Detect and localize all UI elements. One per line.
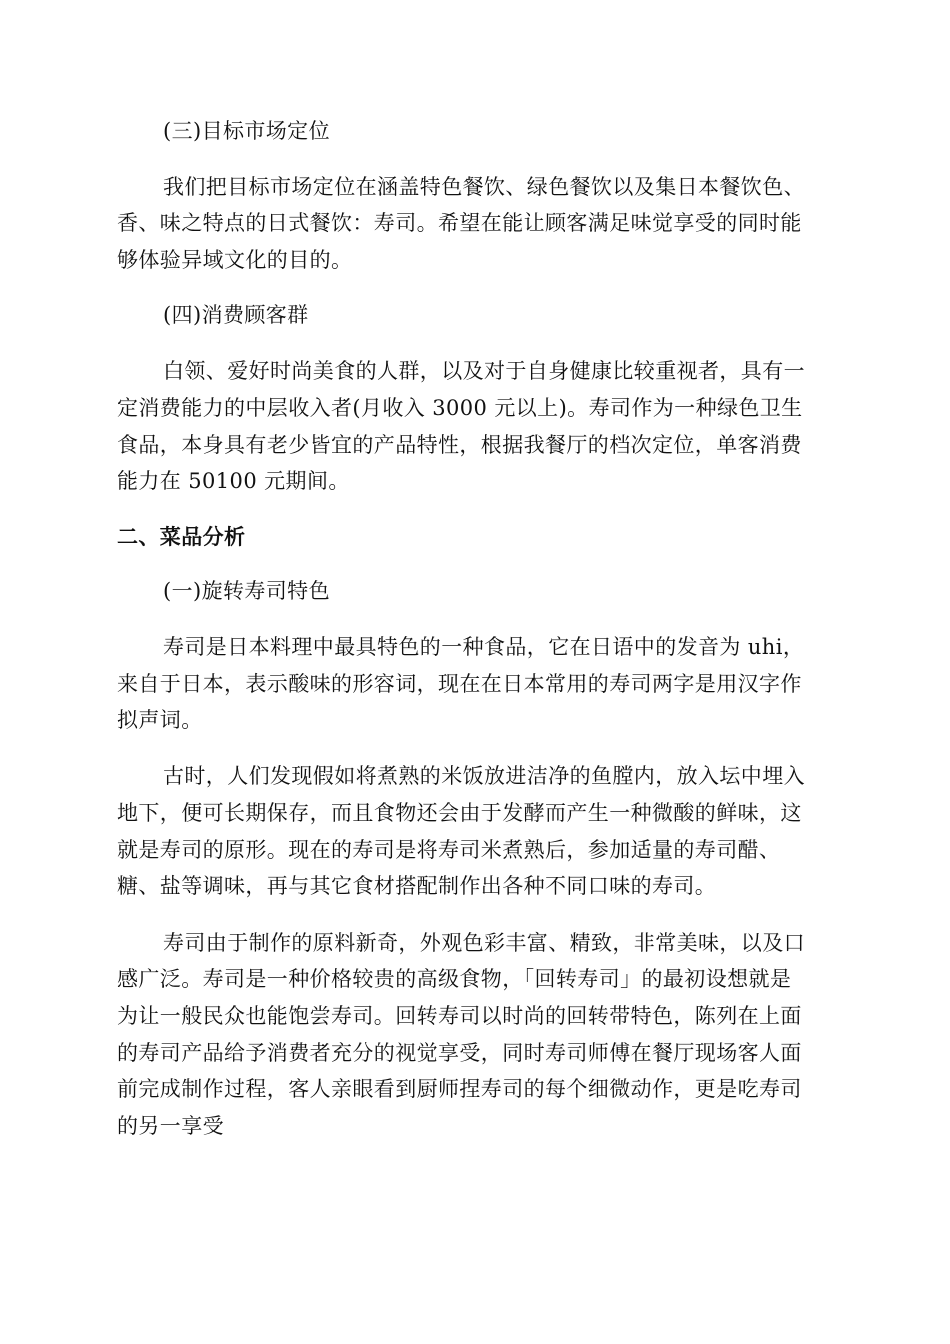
paragraph-line: 我们把目标市场定位在涵盖特色餐饮、绿色餐饮以及集日本餐饮色、	[163, 175, 805, 199]
paragraph-line: 寿司是日本料理中最具特色的一种食品，它在日语中的发音为 uhi，	[163, 635, 805, 659]
paragraph-line: 定消费能力的中层收入者(月收入 3000 元以上)。寿司作为一种绿色卫生	[117, 396, 803, 420]
paragraph-line: 香、味之特点的日式餐饮：寿司。希望在能让顾客满足味觉享受的同时能	[117, 211, 802, 235]
paragraph-line: 够体验异域文化的目的。	[117, 248, 353, 272]
paragraph-line: 感广泛。寿司是一种价格较贵的高级食物，「回转寿司」的最初设想就是	[117, 967, 792, 991]
paragraph-line: 白领、爱好时尚美食的人群，以及对于自身健康比较重视者，具有一	[163, 359, 805, 383]
paragraph-line: 为让一般民众也能饱尝寿司。回转寿司以时尚的回转带特色，陈列在上面	[117, 1004, 802, 1028]
paragraph-line: 地下，便可长期保存，而且食物还会由于发酵而产生一种微酸的鲜味，这	[117, 801, 802, 825]
paragraph-line: 食品，本身具有老少皆宜的产品特性，根据我餐厅的档次定位，单客消费	[117, 433, 802, 457]
paragraph-line: 能力在 50100 元期间。	[117, 469, 350, 493]
paragraph-line: 前完成制作过程，客人亲眼看到厨师捏寿司的每个细微动作，更是吃寿司	[117, 1077, 802, 1101]
paragraph-line: 的另一享受	[117, 1114, 224, 1138]
paragraph-line: 寿司由于制作的原料新奇，外观色彩丰富、精致，非常美味，以及口	[163, 931, 805, 955]
subsection-heading-conveyor-sushi: (一)旋转寿司特色	[163, 579, 330, 603]
paragraph-line: 古时，人们发现假如将煮熟的米饭放进洁净的鱼膛内，放入坛中埋入	[163, 764, 805, 788]
paragraph-line: 拟声词。	[117, 708, 203, 732]
subsection-heading-target-market: (三)目标市场定位	[163, 119, 330, 143]
paragraph-line: 就是寿司的原形。现在的寿司是将寿司米煮熟后，参加适量的寿司醋、	[117, 838, 781, 862]
paragraph-line: 糖、盐等调味，再与其它食材搭配制作出各种不同口味的寿司。	[117, 874, 717, 898]
paragraph-line: 的寿司产品给予消费者充分的视觉享受，同时寿司师傅在餐厅现场客人面	[117, 1041, 802, 1065]
subsection-heading-customers: (四)消费顾客群	[163, 303, 309, 327]
paragraph-line: 来自于日本，表示酸味的形容词，现在在日本常用的寿司两字是用汉字作	[117, 672, 802, 696]
section-heading-dish-analysis: 二、菜品分析	[117, 525, 246, 549]
